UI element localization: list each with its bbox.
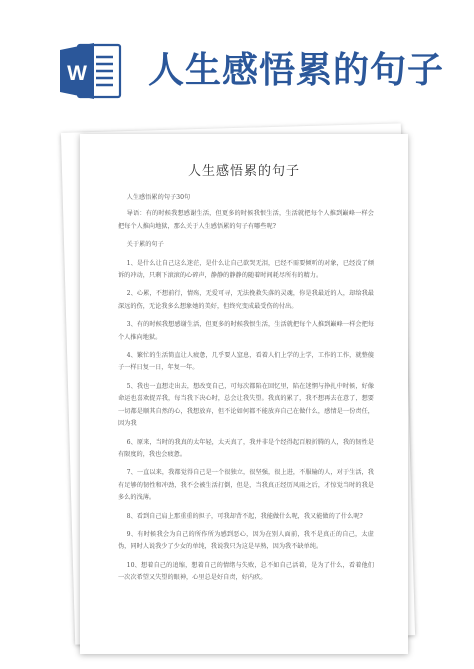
document-page <box>80 134 408 654</box>
doc-paragraph: 9、有时候我会为自己的所作所为感到恶心，因为在别人面前，我不是真正的自己，太虚伪，同时人说我少了少女的单纯，我说我只为这是早熟，因为我不缺单纯。 <box>118 530 374 551</box>
doc-paragraph: 2、心累，不想前行，情殇，无爱可寻，无法挽救失落的灵魂，你是我最近的人，却给我最深远的伤，无论我多么想象她的美好，但终究变成最受伤的付出。 <box>118 290 374 310</box>
doc-paragraph: 1、是什么让自己这么迷茫，是什么让自己欲哭无泪，已经不需要倾听的对象，已经没了倾诉的冲动，只剩下滚滚的心碎声，静静的静静的随着时间耗尽所有的精力。 <box>118 259 374 280</box>
doc-paragraph-lead: 导语：有的时候我想感谢生活，但更多的时候我恨生活，生活就把每个人推到巅峰一样会把每个人推向地狱，那么关于人生感悟累的句子有哪些呢? <box>118 210 374 230</box>
doc-paragraph-intro: 人生感悟累的句子30句 <box>126 194 191 201</box>
document-body <box>118 192 374 591</box>
document-title: 人生感悟累的句子 <box>187 164 300 179</box>
word-doc-icon-letter: W <box>67 62 87 85</box>
doc-paragraph: 7、一直以来，我都觉得自己是一个很独立，很坚强，很上进，不服输的人，对于生活，我有足够的韧性和冲劲，我不会被生活打倒，但是，当我真正经历风雨之后，才惊觉当时的我是多么的浅薄。 <box>118 469 374 502</box>
doc-paragraph: 4、繁忙的生活简直让人疲惫，几乎要人窒息，看着人们上学的上学，工作的工作，就整傻子一样日复一日，年复一年。 <box>118 352 374 372</box>
doc-paragraph: 10、想着自己的追缩，想着自己的情绪与失败，总不如自己活着，是为了什么，看着他们一次次希望又失望的眼神，心里总是好自责，好内疚。 <box>118 561 374 582</box>
word-doc-icon <box>60 42 122 100</box>
doc-paragraph: 8、看到自己肩上那重重的担子，可我却背不起，我能做什么呢，我又能做的了什么呢? <box>126 512 363 520</box>
doc-paragraph: 5、我也一直想走出去，想改变自己，可每次都陷在回忆里，陷在迷惘与挣扎中时候，好像命运也喜欢捉弄我，每当我下决心时，总会让我失望。我真的累了，我不想再去在意了，想要一切都是顺其自然的心，我想放弃，但不论如何都不能放弃自己在做什么，感情是一份责任，因为我 <box>118 382 374 428</box>
page-header <box>0 0 474 128</box>
doc-section-heading: 关于累的句子 <box>126 241 164 249</box>
page-title: 人生感悟累的句子 <box>148 49 445 91</box>
doc-paragraph: 6、原来，当时的我真的太年轻，太天真了，我并非是个经得起百般折腾的人，我的韧性是有限度的，我也会疲惫。 <box>118 438 374 458</box>
doc-paragraph: 3、有的时候我想感谢生活，但更多的时候我恨生活，生活就把每个人推到巅峰一样会把每个人推向地狱。 <box>118 321 374 341</box>
